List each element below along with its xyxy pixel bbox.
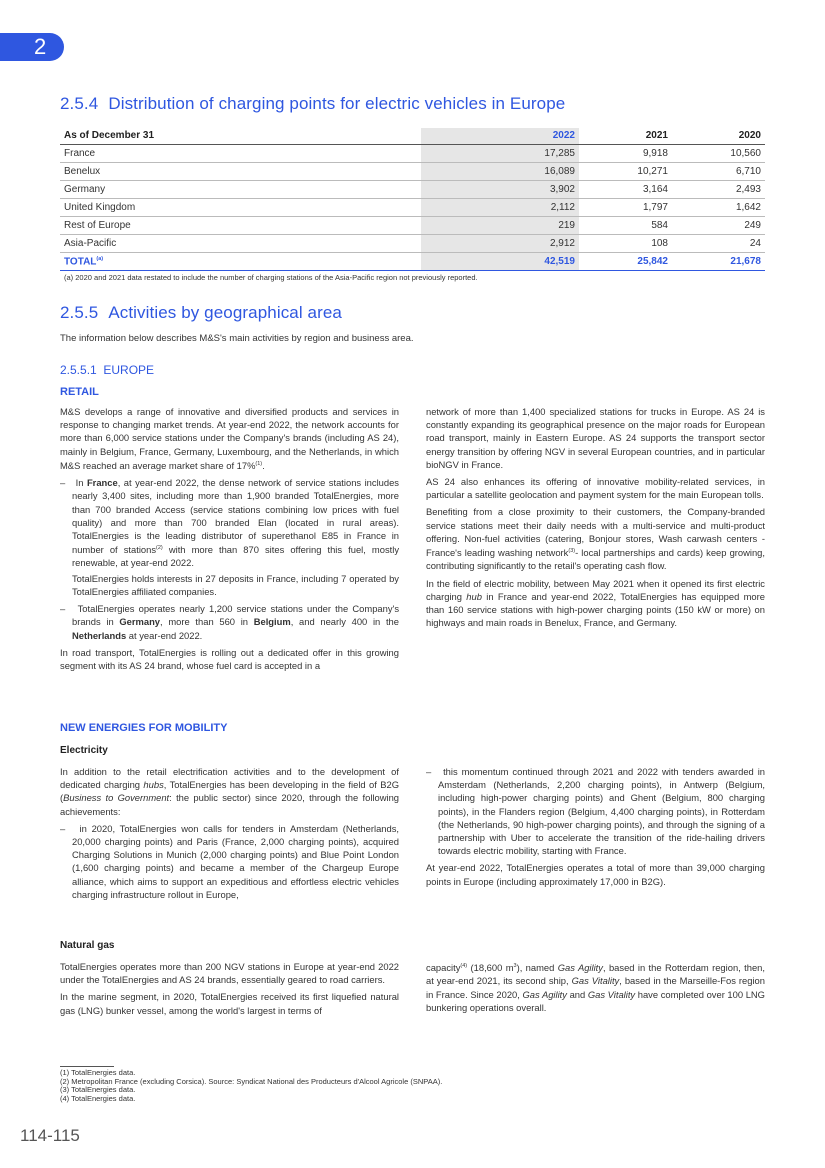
text-italic: Business to Government: [63, 792, 170, 804]
text: In the field of electric mobility, between May 2021 when it opened its first electric charging: [426, 577, 765, 602]
section-number: 2.5.5: [60, 303, 99, 322]
text: capacity: [426, 962, 461, 974]
text-italic: Gas Agility: [557, 962, 603, 974]
table-row: [60, 163, 765, 181]
paragraph: TotalEnergies operates more than 200 NGV stations in Europe at year-end 2022 under the TotalEnergies and AS 24 brands, essentially geared to road carriers.: [60, 961, 399, 986]
section-number: 2.5.4: [60, 94, 99, 113]
row-label: Asia-Pacific: [60, 235, 421, 253]
text: this momentum continued through 2021 and 2022 with tenders awarded in Amsterdam (Netherlands, 2,200 charging points), in Antwerp (Belgium, including high-power charging points) and Ghent (Belgium, 800 charging points), in the Flanders region (Belgium, 4,400 charging points), in Rotterdam (the Netherlands, 90 high-power charging points), and through the signing of a partnership with Uber to accelerate the transition of the ride-hailing drivers towards electric mobility, starting with France.: [438, 766, 765, 857]
cell-2020: 2,493: [672, 181, 765, 199]
cell-2021: 10,271: [579, 163, 672, 181]
text: , based in the Marseille-Fos region in France. Since 2020,: [426, 975, 765, 1000]
section-title: Activities by geographical area: [108, 303, 342, 322]
footnote: (2) Metropolitan France (excluding Corsica). Source: Syndicat National des Producteurs d'Alcool Agricole (SNPAA).: [60, 1076, 443, 1086]
bullet-item: – TotalEnergies operates nearly 1,200 service stations under the Company's brands in Germany, more than 560 in Belgium, and nearly 400 in the Netherlands at year-end 2022.: [60, 603, 400, 641]
row-label: Benelux: [60, 163, 421, 181]
text: in 2020, TotalEnergies won calls for tenders in Amsterdam (Netherlands, 20,000 charging points) and Paris (France, 2,000 charging points), acquired Charging Solutions in Munich (2,000 charging points) and Blue Point London (1,600 charging points) and became a member of the Chargeup Europe alliance, which aims to support an expeditious and effortless electric vehicles charging infrastructure rollout in Europe,: [72, 822, 399, 900]
footnote: (4) TotalEnergies data.: [60, 1094, 136, 1104]
paragraph: [60, 405, 399, 472]
table-header-2020: 2020: [672, 128, 765, 145]
row-label: France: [60, 145, 421, 163]
charging-points-table: [60, 128, 765, 271]
text-italic: Gas Vitality: [571, 975, 620, 987]
text: In: [75, 477, 87, 489]
text-italic: hub: [466, 590, 482, 602]
cell-2022: 17,285: [421, 145, 579, 163]
paragraph: At year-end 2022, TotalEnergies operates a total of more than 39,000 charging points in Europe (including approximately 17,000 in B2G).: [426, 862, 765, 887]
text: at year-end 2022.: [126, 629, 203, 641]
retail-heading: RETAIL: [60, 386, 99, 398]
text-bold: Netherlands: [72, 629, 127, 641]
table-header-row: [60, 128, 765, 145]
cell-2021: 108: [579, 235, 672, 253]
paragraph: In the marine segment, in 2020, TotalEnergies received its first liquefied natural gas (LNG) bunker vessel, among the world's largest in terms of: [60, 991, 399, 1016]
section-title: Distribution of charging points for electric vehicles in Europe: [108, 94, 566, 113]
table-header-2021: 2021: [579, 128, 672, 145]
bullet-subparagraph: TotalEnergies holds interests in 27 deposits in France, including 7 operated by TotalEnergies affiliated companies.: [72, 572, 399, 597]
subsection-title: [60, 363, 154, 377]
text: , and nearly 400 in the: [290, 616, 399, 628]
cell-2022: 219: [421, 217, 579, 235]
cell-2021: 584: [579, 217, 672, 235]
text-italic: Gas Vitality: [587, 988, 636, 1000]
text: , TotalEnergies has been developing in the field of B2G (: [60, 779, 399, 804]
row-label: Germany: [60, 181, 421, 199]
chapter-number: 2: [34, 34, 47, 59]
footnote-divider: [60, 1066, 114, 1067]
footnote-ref: (1): [255, 460, 263, 467]
bullet-item: – this momentum continued through 2021 and 2022 with tenders awarded in Amsterdam (Netherlands, 2,200 charging points), in Antwerp (Belgium, including high-power charging points) and Ghent (Belgium, 800 charging points), in the Flanders region (Belgium, 4,400 charging points), in Rotterdam (the Netherlands, 90 high-power charging points), and through the signing of a partnership with Uber to accelerate the transition of the ride-hailing drivers towards electric mobility, starting with France.: [426, 766, 765, 857]
exponent: 3: [513, 963, 517, 969]
retail-left-column: [60, 405, 399, 676]
cell-2021: 3,164: [579, 181, 672, 199]
footnotes: [60, 1069, 442, 1104]
text: M&S develops a range of innovative and diversified products and services in response to changing market trends. At year-end 2022, the network accounts for more than 6,000 service stations under the Company's brands (including AS 24), mainly in Belgium, France, Germany, Luxembourg, and the Netherlands, in which M&S reached an average market share of 17%: [60, 406, 399, 471]
table-row: [60, 145, 765, 163]
section-255-title: [60, 303, 342, 323]
text: , based in the Rotterdam region, then, at year-end 2021, its second ship,: [426, 962, 765, 987]
footnote-ref: (4): [460, 963, 468, 969]
total-note-ref: (a): [96, 255, 104, 262]
table-header-label: As of December 31: [60, 128, 421, 145]
subsection-number: 2.5.5.1: [60, 363, 97, 377]
text: with more than 870 sites offering this fuel, mostly renewable, at year-end 2022.: [72, 544, 400, 569]
cell-2022: 16,089: [421, 163, 579, 181]
section-254-title: [60, 94, 565, 114]
text: Benefiting from a close proximity to their customers, the Company-branded service stations meet their daily needs with a multi-service and multi-product offering. Non-fuel activities (catering, Bonjour stores, Wash carwash centers - France's leading washing network: [426, 506, 765, 559]
paragraph: [426, 960, 765, 1014]
paragraph: [426, 505, 765, 572]
table-row: [60, 181, 765, 199]
cell-2020: 249: [672, 217, 765, 235]
bullet-item: – In France, at year-end 2022, the dense network of service stations includes nearly 3,400 sites, including more than 1,900 branded TotalEnergies, more than 700 branded Access (service stations combining low prices with fuel quality) and more than 700 branded Elan (located in rural areas). TotalEnergies is the leading distributor of superethanol E85 in France in number of stations$^{(2)}$ with more than 870 sites offering this fuel, mostly renewable, at year-end 2022.: [60, 477, 400, 569]
text: TotalEnergies operates nearly 1,200 service stations under the Company's brands in: [72, 603, 400, 628]
text: (18,600 m: [467, 962, 514, 974]
text: , more than 560 in: [160, 616, 254, 628]
row-label: United Kingdom: [60, 199, 421, 217]
cell-2020: 24: [672, 235, 765, 253]
text: .: [262, 459, 265, 471]
text: , at year-end 2022, the dense network of service stations includes nearly 3,400 sites, including more than 1,900 branded TotalEnergies, more than 700 branded Access (service stations combining low prices with fuel quality) and more than 700 branded Elan (located in rural areas). TotalEnergies is the leading distributor of superethanol E85 in France in number of stations: [72, 477, 399, 556]
cell-2022: 3,902: [421, 181, 579, 199]
text: In addition to the retail electrification activities and to the development of dedicated charging: [60, 766, 399, 791]
paragraph: [60, 765, 399, 818]
table-row: [60, 235, 765, 253]
electricity-right-column: [426, 765, 765, 892]
text-italic: hubs: [143, 779, 164, 791]
gas-left-column: [60, 960, 399, 1021]
table-row: [60, 217, 765, 235]
electricity-left-column: [60, 765, 399, 905]
table-note: (a) 2020 and 2021 data restated to include the number of charging stations of the Asia-Pacific region not previously reported.: [64, 273, 478, 282]
cell-2020: 10,560: [672, 145, 765, 163]
footnote-ref: (3): [568, 548, 576, 555]
natural-gas-heading: Natural gas: [60, 940, 115, 951]
footnote: (3) TotalEnergies data.: [60, 1085, 136, 1095]
paragraph: AS 24 also enhances its offering of innovative mobility-related services, in particular a satellite geolocation and payment system for the main European tolls.: [426, 476, 765, 501]
cell-2022: 2,112: [421, 199, 579, 217]
gas-right-column: [426, 960, 765, 1018]
text: : the public sector) since 2020, through the following achievements:: [60, 792, 399, 817]
row-label: [60, 253, 421, 271]
cell-2022: 2,912: [421, 235, 579, 253]
table-header-2022: 2022: [421, 128, 579, 145]
paragraph: In road transport, TotalEnergies is rolling out a dedicated offer in this growing segment with its AS 24 brand, whose fuel card is accepted in a: [60, 646, 399, 671]
page-number: 114-115: [20, 1126, 80, 1145]
cell-2020: 6,710: [672, 163, 765, 181]
bullet-item: – in 2020, TotalEnergies won calls for tenders in Amsterdam (Netherlands, 20,000 charging points) and Paris (France, 2,000 charging points), acquired Charging Solutions in Munich (2,000 charging points) and Blue Point London (1,600 charging points) and became a member of the Chargeup Europe alliance, which aims to support an expeditious and effortless electric vehicles charging infrastructure rollout in Europe,: [60, 822, 399, 900]
cell-2021: 1,797: [579, 199, 672, 217]
text: ), named: [516, 962, 558, 974]
text: in France and year-end 2022, TotalEnergies has equipped more than 160 service stations with high-power charging points (150 kW or more) on highways and main roads in Benelux, France, and Germany.: [426, 590, 765, 629]
table-total-row: [60, 253, 765, 271]
text: and: [566, 988, 588, 1000]
paragraph: [426, 577, 765, 630]
mobility-heading: NEW ENERGIES FOR MOBILITY: [60, 722, 228, 734]
subsection-label: EUROPE: [103, 363, 155, 377]
text-bold: Belgium: [253, 616, 291, 628]
chapter-tab: [0, 33, 64, 61]
cell-2021: 9,918: [579, 145, 672, 163]
text: - local partnerships and cards) keep growing, contributing significantly to the retail's operating cash flow.: [426, 547, 766, 572]
cell-2020: 1,642: [672, 199, 765, 217]
cell-2021: 25,842: [579, 253, 672, 271]
text-bold: Germany: [119, 616, 161, 628]
row-label: Rest of Europe: [60, 217, 421, 235]
electricity-heading: Electricity: [60, 745, 108, 756]
paragraph: network of more than 1,400 specialized stations for trucks in Europe. AS 24 is constantly expanding its geographical presence on the major roads for European road transport, mainly in Eastern Europe. AS 24 supports the transport sector energy transition by offering NGV in several European countries, and in particular bioNGV in France.: [426, 406, 765, 470]
table-row: [60, 199, 765, 217]
total-label: TOTAL: [64, 256, 97, 268]
cell-2020: 21,678: [672, 253, 765, 271]
cell-2022: 42,519: [421, 253, 579, 271]
section-intro: The information below describes M&S's main activities by region and business area.: [60, 333, 414, 344]
footnote-ref: (2): [156, 545, 163, 552]
text-bold: France: [86, 477, 118, 489]
footnote: (1) TotalEnergies data.: [60, 1068, 136, 1077]
text: have completed over 100 LNG bunkering operations overall.: [426, 988, 765, 1013]
retail-right-column: [426, 405, 765, 633]
text-italic: Gas Agility: [522, 988, 567, 1000]
